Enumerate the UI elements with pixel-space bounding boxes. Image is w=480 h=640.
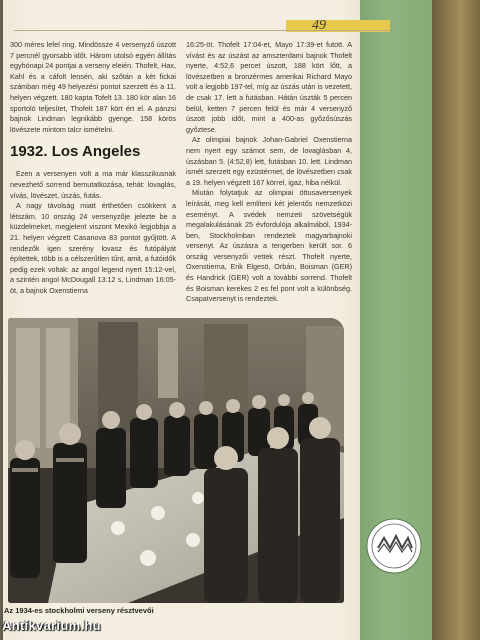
page-number: 49 xyxy=(312,18,326,33)
left-column xyxy=(10,40,176,296)
right-paragraph: Az olimpiai bajnok Johan-Gabriel Oxenstierna nem nyert egy számot sem, de lovaglásban 4, úszásban 5. (4:52,8) lett, futásban 10. lett. Lindman ismét szerzett egy ezüstérmet, de lövészetben csak a 19. helyen végzett 167 körrel, igaz, hiba nélkül. xyxy=(186,135,352,187)
banquet-photo-drawing xyxy=(8,318,344,603)
right-paragraph: 16:25-öt. Thofelt 17:04-et, Mayo 17:39-et futott. A vívást és az úszást az amszterdami bajnok Thofelt nyerte, 4:52,6 percet úszott, 188 kört lőtt, a lövészetben a bronzérmes amerikai Richard Mayo volt a legjobb 197-tel, míg az úszás után is vezetett, de csak 17. lett a futásban. Hátán úszták 5 percen belül, ketten 7 percen felül és már 4 versenyző úszott jobb időt, mint a 400-as győzősúszás győztese. xyxy=(186,40,352,134)
federation-logo-icon xyxy=(366,518,422,574)
federation-logo xyxy=(366,518,422,574)
photo-caption: Az 1934-es stockholmi verseny résztvevői xyxy=(4,606,154,615)
banquet-photo xyxy=(8,318,344,603)
section-heading-year: 1932. xyxy=(10,143,48,161)
watermark: Antikvarium.hu xyxy=(2,618,101,633)
right-column xyxy=(186,40,352,305)
left-paragraph: A nagy távolság miatt érthetően csökkent a létszám. 10 ország 24 versenyzője jelezte be a küzdelmeket, megjelent viszont Mexikó legjobbja a 21. helyen végzett Casanova 83 pontot gyűjtött. A rendezők igen szerény lovasz és futópályát építettek, több is a célszerűtlen tűnt, amit, a futóidők pedig ezek voltak: az angol legend nyert 15:12-vel, a szintén angol McDougall 13:12 s, Lindman 16:05-öt, a bajnok Oxenstierna xyxy=(10,201,176,295)
left-paragraph: Ezen a versenyen volt a ma már klasszikusnak nevezhető sorrend bemutatkozása, tehát: lovaglás, vívás, lövészet, úszás, futás. xyxy=(10,169,176,200)
section-heading-city: Los Angeles xyxy=(51,143,141,161)
book-edge xyxy=(432,0,480,640)
header-rule xyxy=(14,30,390,31)
right-paragraph: Miután folytatjuk az olimpiai öttusaversenyek leírását, meg kell említeni két jelentős nemzetközi eseményt. A svédek nemzeti szövetségük megalakulásának 25 évfordulója alkalmából, 1934-ben, Stockholmban rendeztek magyarbajnoki versenyt. Az úszásra a tengerben került sor. 6 ország versenyzői vettek részt. Thofelt nyerte, Oxenstierna, Erik Elgesö, Orbán, Boisman (GER) és Handrick (GER) volt a további sorrend. Thofelt és Boisman kerekes 2 es fel pont volt a különbség. Csapatversenyt is rendeztek. xyxy=(186,188,352,304)
left-intro-paragraph: 300 méres lefel ring. Mindössze 4 versenyző úszott 7 percnél gyorsabb időt. Három utolsó egyén állítás egyhónapi 24 pontjai a verseny eleién. Thofelt, Hax, Kahl és a cáfolt lensén, aki szőtán a két fickai számban még 49 helyezési pontot szerzett és a 11. helyen végzett. 180 kapta Tofelt 13. 180 kör alan 16 sportoló teljesítet, Thofelt 187 kört ért el. A pánzsi bajnok Lindman legnikább gyenge. 158 körös lövészete mintom talcr ismételni. xyxy=(10,40,176,134)
section-heading xyxy=(10,143,176,161)
